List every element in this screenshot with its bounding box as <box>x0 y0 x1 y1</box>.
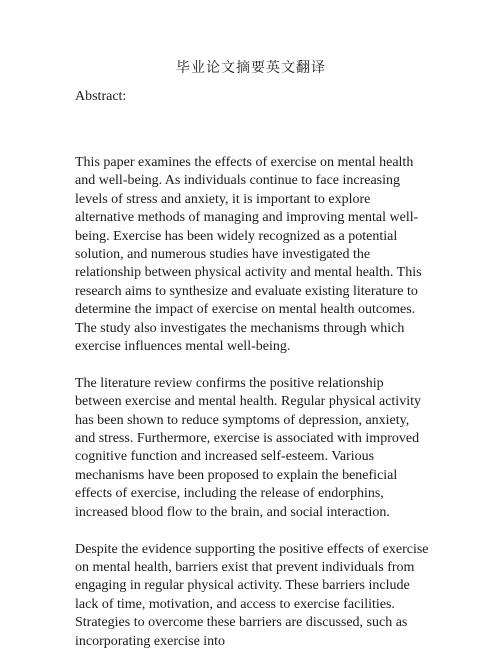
paragraph: The literature review confirms the positive relationship between exercise and mental health. Regular physical activity has been shown to reduce symptoms of depression, anxiety, and stress. Furthermore, exercise is associated with improved cognitive function and increased self-esteem. Various mechanisms have been proposed to explain the beneficial effects of exercise, including the release of endorphins, increased blood flow to the brain, and social interaction. <box>75 375 421 520</box>
paragraph: Despite the evidence supporting the positive effects of exercise on mental health, barriers exist that prevent individuals from engaging in regular physical activity. These barriers include lack of time, motivation, and access to exercise facilities. Strategies to overcome these barriers are discussed, such as incorporating exercise into <box>75 541 429 649</box>
abstract-heading: Abstract: <box>75 89 127 104</box>
paragraph: This paper examines the effects of exercise on mental health and well-being. As individuals continue to face increasing levels of stress and anxiety, it is important to explore alternative methods of managing and improving mental well-being. Exercise has been widely recognized as a potential solution, and numerous studies have investigated the relationship between physical activity and mental health. This research aims to synthesize and evaluate existing literature to determine the impact of exercise on mental health outcomes. The study also investigates the mechanisms through which exercise influences mental well-being. <box>75 155 422 355</box>
abstract-body <box>75 154 430 669</box>
document-title: 毕业论文摘要英文翻译 <box>176 61 326 76</box>
